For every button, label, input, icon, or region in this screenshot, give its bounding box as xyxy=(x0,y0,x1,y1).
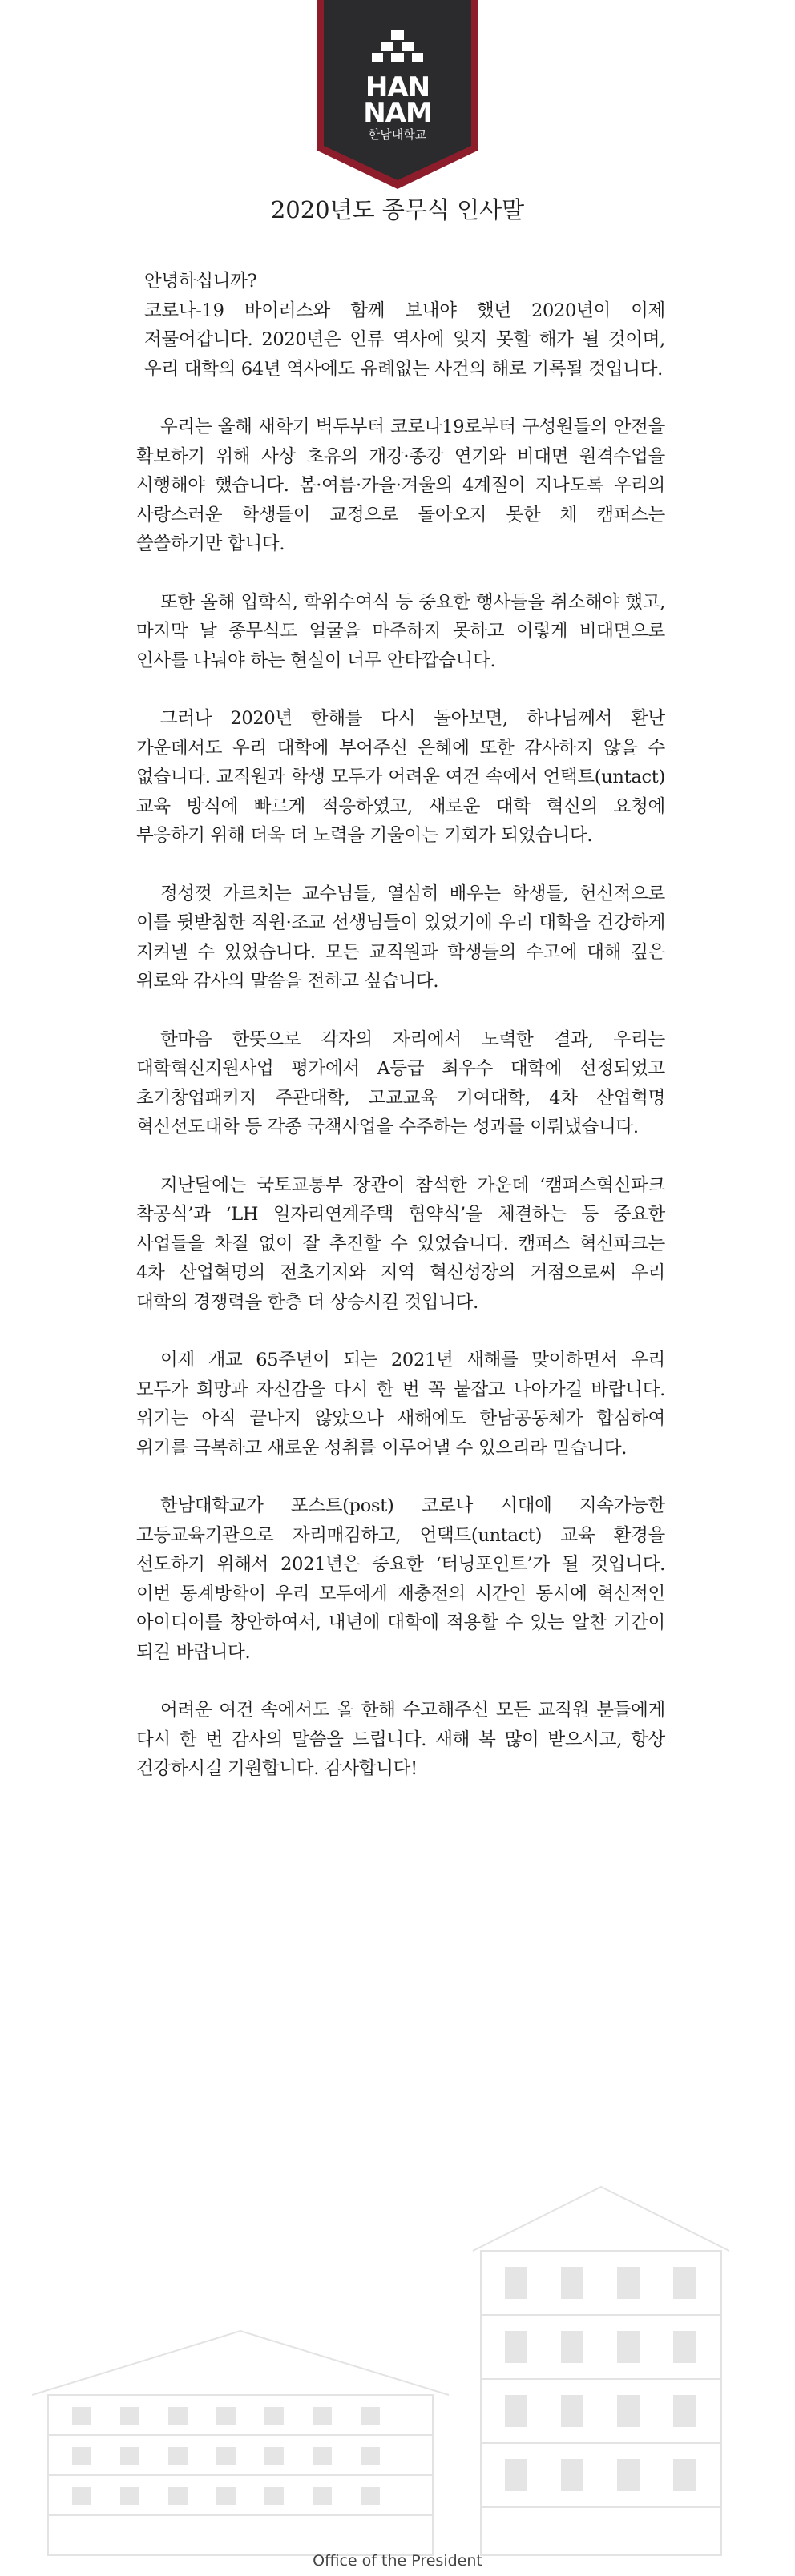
letter-body xyxy=(136,267,665,1813)
hannam-emblem xyxy=(317,0,478,189)
paragraph-8: 이제 개교 65주년이 되는 2021년 새해를 맞이하면서 우리 모두가 희망과 자신감을 다시 한 번 꼭 붙잡고 나아가길 바랍니다. 위기는 아직 끝나지 않았으나 새해에도 한남공동체가 합심하여 위기를 극복하고 새로운 성취를 이루어낼 수 있으리라 믿습니다. xyxy=(136,1350,665,1459)
greeting: 안녕하십니까? xyxy=(144,271,257,292)
paragraph-3: 또한 올해 입학식, 학위수여식 등 중요한 행사들을 취소해야 했고, 마지막 날 종무식도 얼굴을 마주하지 못하고 이렇게 비대면으로 인사를 나눠야 하는 현실이 너무 안타깝습니다. xyxy=(136,591,665,671)
paragraph-6: 한마음 한뜻으로 각자의 자리에서 노력한 결과, 우리는 대학혁신지원사업 평가에서 A등급 최우수 대학에 선정되었고 초기창업패키지 주관대학, 고교교육 기여대학, 4차 산업혁명 혁신선도대학 등 각종 국책사업을 수주하는 성과를 이뤄냈습니다. xyxy=(136,1028,665,1137)
paragraph-10: 어려운 여건 속에서도 올 한해 수고해주신 모든 교직원 분들에게 다시 한 번 감사의 말씀을 드립니다. 새해 복 많이 받으시고, 항상 건강하시길 기원합니다. 감사합니다! xyxy=(136,1700,665,1779)
paragraph-5: 정성껏 가르치는 교수님들, 열심히 배우는 학생들, 헌신적으로 이를 뒷받침한 직원·조교 선생님들이 있었기에 우리 대학을 건강하게 지켜낼 수 있었습니다. 모든 교직원과 학생들의 수고에 대해 깊은 위로와 감사의 말씀을 전하고 싶습니다. xyxy=(136,883,665,992)
paragraph-9: 한남대학교가 포스트(post) 코로나 시대에 지속가능한 고등교육기관으로 자리매김하고, 언택트(untact) 교육 환경을 선도하기 위해서 2021년은 중요한 ‘터닝포인트’가 될 것입니다. 이번 동계방학이 우리 모두에게 재충전의 시간인 동시에 혁신적인 아이디어를 창안하여서, 내년에 대학에 적용할 수 있는 알찬 기간이 되길 바랍니다. xyxy=(136,1495,665,1663)
campus-background-illustration xyxy=(0,2155,795,2576)
emblem-korean-name: 한남대학교 xyxy=(368,127,427,142)
letter-title: 2020년도 종무식 인사말 xyxy=(270,196,525,223)
paragraph-1: 코로나-19 바이러스와 함께 보내야 했던 2020년이 이제 저물어갑니다. 2020년은 인류 역사에 잊지 못할 해가 될 것이며, 우리 대학의 64년 역사에도 유례없는 사건의 해로 기록될 것입니다. xyxy=(144,300,665,380)
paragraph-2: 우리는 올해 새학기 벽두부터 코로나19로부터 구성원들의 안전을 확보하기 위해 사상 초유의 개강·종강 연기와 비대면 원격수업을 시행해야 했습니다. 봄·여름·가을·겨울의 4계절이 지나도록 우리의 사랑스러운 학생들이 교정으로 돌아오지 못한 채 캠퍼스는 쓸쓸하기만 합니다. xyxy=(136,417,665,554)
emblem-han: HAN xyxy=(365,71,430,103)
office-signature: Office of the President xyxy=(313,2552,482,2570)
emblem-nam: NAM xyxy=(363,97,432,129)
paragraph-4: 그러나 2020년 한해를 다시 돌아보면, 하나님께서 환난 가운데서도 우리 대학에 부어주신 은혜에 또한 감사하지 않을 수 없습니다. 교직원과 학생 모두가 어려운 여건 속에서 언택트(untact) 교육 방식에 빠르게 적응하였고, 새로운 대학 혁신의 요청에 부응하기 위해 더욱 더 노력을 기울이는 기회가 되었습니다. xyxy=(136,708,665,846)
paragraph-7: 지난달에는 국토교통부 장관이 참석한 가운데 ‘캠퍼스혁신파크 착공식’과 ‘LH 일자리연계주택 협약식’을 체결하는 등 중요한 사업들을 차질 없이 잘 추진할 수 있었습니다. 캠퍼스 혁신파크는 4차 산업혁명의 전초기지와 지역 혁신성장의 거점으로써 우리 대학의 경쟁력을 한층 더 상승시킬 것입니다. xyxy=(136,1174,665,1313)
